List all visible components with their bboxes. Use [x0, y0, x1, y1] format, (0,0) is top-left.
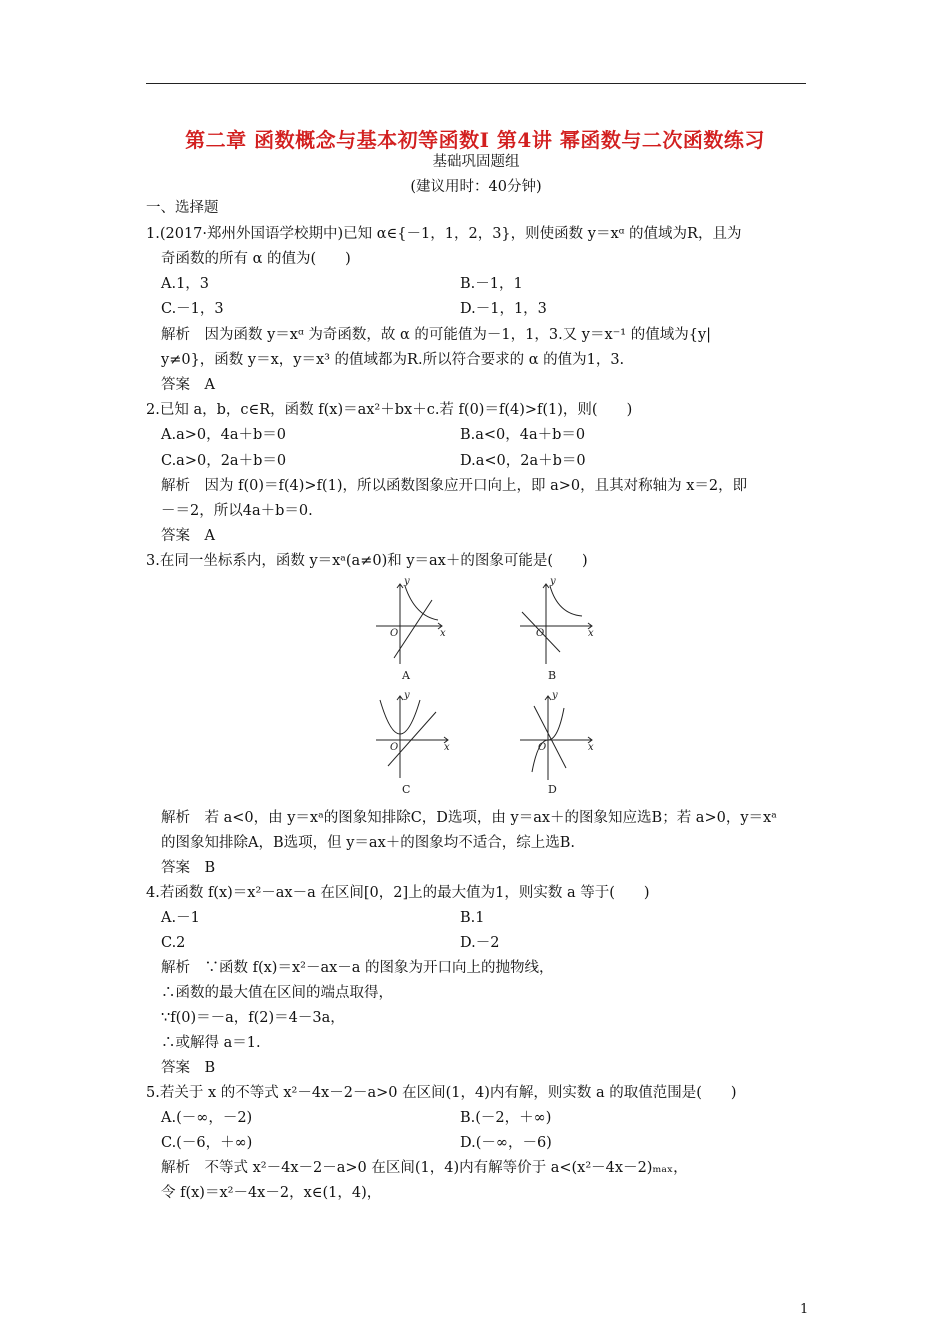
q1-option-c: C.－1，3 [161, 301, 224, 317]
graph-d-caption: D [548, 783, 557, 796]
graph-a-origin: O [390, 628, 399, 639]
q4-option-b: B.1 [460, 910, 485, 926]
graph-c-origin: O [390, 742, 399, 753]
q5-option-c: C.(－6，＋∞) [161, 1135, 253, 1151]
q2-option-c: C.a>0，2a＋b＝0 [161, 453, 287, 469]
q5-explanation-line2: 令 f(x)＝x²－4x－2，x∈(1，4)， [161, 1185, 382, 1201]
header-rule [146, 83, 806, 84]
graph-d-y-label: y [552, 690, 558, 701]
graph-b-x-label: x [588, 628, 594, 639]
graph-a-caption: A [402, 669, 410, 682]
graph-b-caption: B [548, 669, 557, 682]
q3-graph-c [376, 696, 448, 778]
q4-option-d: D.－2 [460, 935, 500, 951]
q4-option-a: A.－1 [161, 910, 200, 926]
q1-explanation-line1: 解析 因为函数 y＝xᵅ 为奇函数，故 α 的可能值为－1，1，3.又 y＝x⁻¹ 的值域为{y| [161, 327, 712, 343]
q4-explanation-line2: ∴函数的最大值在区间的端点取得， [161, 985, 393, 1001]
graph-a-y-label: y [404, 576, 410, 587]
graph-d-x-label: x [588, 742, 594, 753]
q4-stem: 4.若函数 f(x)＝x²－ax－a 在区间[0，2]上的最大值为1，则实数 a 等于( ) [146, 885, 650, 901]
graph-a-x-label: x [440, 628, 446, 639]
graph-b-origin: O [536, 628, 545, 639]
q1-answer: 答案 A [161, 377, 215, 393]
q2-stem: 2.已知 a，b，c∈R，函数 f(x)＝ax²＋bx＋c.若 f(0)＝f(4)>f(1)，则( ) [146, 402, 633, 418]
q4-explanation-line4: ∴或解得 a＝1. [161, 1035, 261, 1051]
q3-answer: 答案 B [161, 860, 216, 876]
graph-c-x-label: x [444, 742, 450, 753]
q5-stem: 5.若关于 x 的不等式 x²－4x－2－a>0 在区间(1，4)内有解，则实数 a 的取值范围是( ) [146, 1085, 737, 1101]
q4-answer: 答案 B [161, 1060, 216, 1076]
time-hint: (建议用时：40分钟) [410, 179, 542, 195]
q2-answer: 答案 A [161, 528, 215, 544]
page-title: 第二章 函数概念与基本初等函数Ⅰ 第4讲 幂函数与二次函数练习 [185, 128, 765, 152]
q3-graph-d [520, 696, 592, 780]
page-number: 1 [800, 1302, 809, 1317]
q2-explanation-line2: －＝2，所以4a＋b＝0. [161, 503, 313, 519]
q5-explanation-line1: 解析 不等式 x²－4x－2－a>0 在区间(1，4)内有解等价于 a<(x²－4x－2)ₘₐₓ， [161, 1160, 688, 1176]
q1-option-b: B.－1，1 [460, 276, 523, 292]
q1-option-a: A.1，3 [161, 276, 210, 292]
q2-explanation-line1: 解析 因为 f(0)＝f(4)>f(1)，所以函数图象应开口向上，即 a>0，且其对称轴为 x＝2，即 [161, 478, 748, 494]
q3-graph-options [360, 572, 610, 804]
q2-option-d: D.a<0，2a＋b＝0 [460, 453, 586, 469]
q3-stem: 3.在同一坐标系内，函数 y＝xᵃ(a≠0)和 y＝ax＋的图象可能是( ) [146, 553, 588, 569]
q3-graph-a [376, 584, 442, 664]
q3-explanation-line2: 的图象知排除A，B选项，但 y＝ax＋的图象均不适合，综上选B. [161, 835, 576, 851]
q5-option-a: A.(－∞，－2) [161, 1110, 253, 1126]
q5-option-d: D.(－∞，－6) [460, 1135, 552, 1151]
q4-explanation-line3: ∵f(0)＝－a，f(2)＝4－3a， [161, 1010, 345, 1026]
q4-explanation-line1: 解析 ∵函数 f(x)＝x²－ax－a 的图象为开口向上的抛物线， [161, 960, 554, 976]
q3-explanation-line1: 解析 若 a<0，由 y＝xᵃ的图象知排除C，D选项，由 y＝ax＋的图象知应选B；若 a>0，y＝xᵃ [161, 810, 777, 826]
section-heading: 一、选择题 [146, 200, 219, 216]
q3-graph-b [520, 584, 592, 664]
group-heading: 基础巩固题组 [432, 154, 520, 170]
q2-option-a: A.a>0，4a＋b＝0 [161, 427, 286, 443]
q5-option-b: B.(－2，＋∞) [460, 1110, 552, 1126]
q1-stem-line2: 奇函数的所有 α 的值为( ) [161, 251, 351, 267]
graph-d-origin: O [538, 742, 547, 753]
q1-option-d: D.－1，1，3 [460, 301, 547, 317]
q4-option-c: C.2 [161, 935, 186, 951]
q2-option-b: B.a<0，4a＋b＝0 [460, 427, 586, 443]
q1-stem-line1: 1.(2017·郑州外国语学校期中)已知 α∈{－1，1，2，3}，则使函数 y＝xᵅ 的值域为R，且为 [146, 226, 742, 242]
graph-c-caption: C [402, 783, 411, 796]
q1-explanation-line2: y≠0}，函数 y＝x，y＝x³ 的值域都为R.所以符合要求的 α 的值为1，3. [161, 352, 625, 368]
graph-c-y-label: y [404, 690, 410, 701]
graph-b-y-label: y [550, 576, 556, 587]
